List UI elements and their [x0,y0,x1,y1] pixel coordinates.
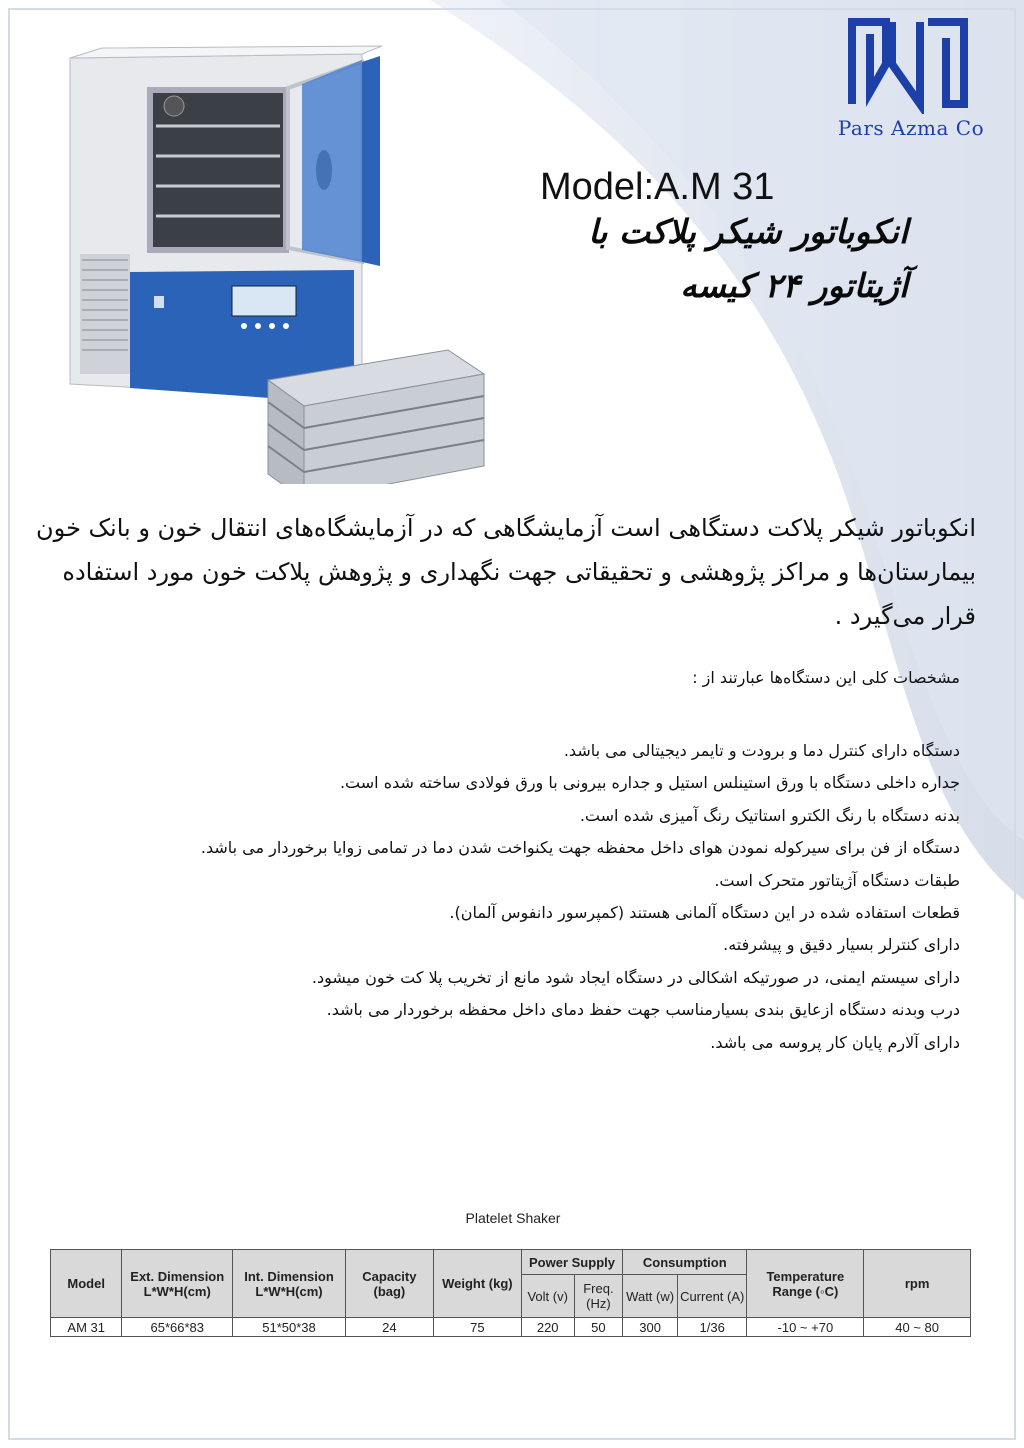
header-freq: Freq. (Hz) [574,1275,623,1318]
intro-paragraph: انکوباتور شیکر پلاکت دستگاهی است آزمایشگاهی که در آزمایشگاه‌های انتقال خون و بانک خون بیمارستان‌ها و مراکز پژوهشی و تحقیقاتی جهت نگهداری و پژوهش پلاکت خون مورد استفاده قرار می‌گیرد . [36,514,976,630]
feature-item: قطعات استفاده شده در این دستگاه آلمانی هستند (کمپرسور دانفوس آلمان). [449,903,960,923]
cell-volt: 220 [521,1318,574,1337]
header-capacity: Capacity (bag) [345,1250,433,1318]
feature-item: طبقات دستگاه آژیتاتور متحرک است. [714,870,960,890]
cell-temperature-range: -10 ~ +70 [747,1318,864,1337]
header-int-dimension: Int. Dimension L*W*H(cm) [233,1250,346,1318]
product-title-line-2: آژیتاتور ۲۴ کیسه [680,266,908,305]
header-consumption: Consumption [623,1250,747,1275]
header-volt: Volt (v) [521,1275,574,1318]
header-model: Model [51,1250,122,1318]
cell-watt: 300 [623,1318,678,1337]
header-ext-dimension: Ext. Dimension L*W*H(cm) [122,1250,233,1318]
header-rpm: rpm [864,1250,971,1318]
pars-azma-logo [842,14,972,114]
cell-ext-dimension: 65*66*83 [122,1318,233,1337]
header-weight: Weight (kg) [433,1250,521,1318]
model-number: Model:A.M 31 [540,166,775,208]
cell-current: 1/36 [678,1318,747,1337]
feature-item: دستگاه از فن برای سیرکوله نمودن هوای داخل محفظه جهت یکنواخت شدن دما در تمامی زوایا برخوردار می باشد. [200,838,960,858]
cell-int-dimension: 51*50*38 [233,1318,346,1337]
spec-table [50,1249,971,1337]
spec-table-title: Platelet Shaker [465,1210,561,1226]
cell-rpm: 40 ~ 80 [864,1318,971,1337]
feature-item: بدنه دستگاه با رنگ الکترو استاتیک رنگ آمیزی شده است. [579,805,960,825]
feature-item: دارای آلارم پایان کار پروسه می باشد. [710,1032,960,1052]
header-temperature-range: Temperature Range (◦C) [747,1250,864,1318]
product-title-line-1: انکوباتور شیکر پلاکت با [588,212,908,251]
cell-weight: 75 [433,1318,521,1337]
cell-model: AM 31 [51,1318,122,1337]
feature-item: دارای سیستم ایمنی، در صورتیکه اشکالی در دستگاه ایجاد شود مانع از تخریب پلا کت خون میشود. [311,967,960,987]
company-name: Pars Azma Co [837,116,985,140]
header-power-supply: Power Supply [521,1250,622,1275]
incubator-product-image [62,44,502,484]
feature-item: درب وبدنه دستگاه ازعایق بندی بسیارمناسب جهت حفظ دمای داخل محفظه برخوردار می باشد. [326,1000,960,1020]
cell-freq: 50 [574,1318,623,1337]
features-heading: مشخصات کلی این دستگاه‌ها عبارتند از : [692,668,960,687]
feature-item: جداره داخلی دستگاه با ورق استینلس استیل و جداره بیرونی با ورق فولادی ساخته شده است. [339,773,960,793]
header-watt: Watt (w) [623,1275,678,1318]
table-row [51,1318,971,1337]
features-list [40,735,960,1059]
feature-item: دارای کنترلر بسیار دقیق و پیشرفته. [723,935,960,955]
header-current: Current (A) [678,1275,747,1318]
cell-capacity: 24 [345,1318,433,1337]
feature-item: دستگاه دارای کنترل دما و برودت و تایمر دیجیتالی می باشد. [563,741,960,760]
